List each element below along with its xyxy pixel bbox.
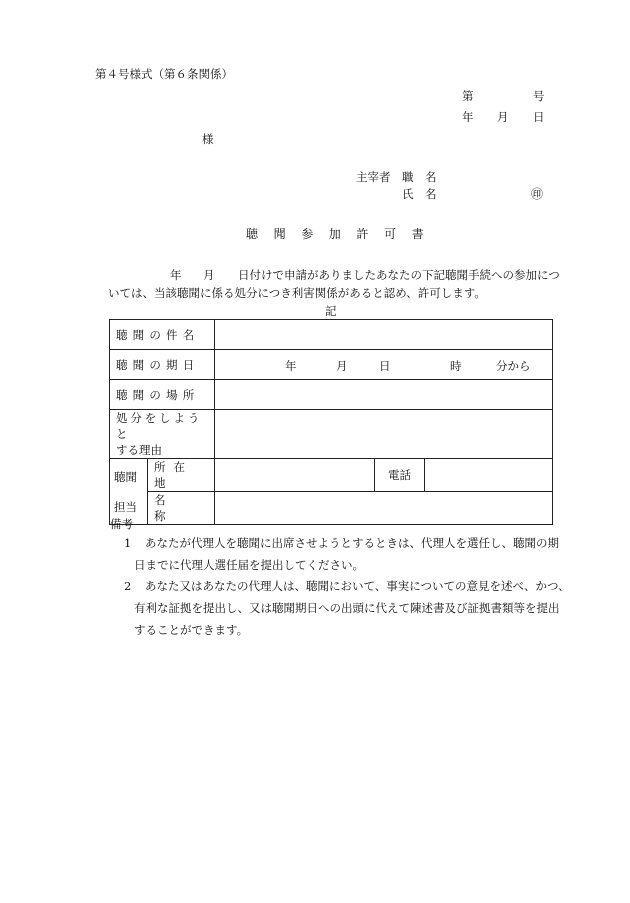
case-name-label-text: 聴聞の件名 — [116, 327, 200, 342]
note-number: 1 — [124, 536, 132, 550]
doc-number-suffix: 号 — [533, 89, 545, 103]
note-line: あなた又はあなたの代理人は、聴聞において、事実についての意見を述べ、かつ、 — [145, 579, 570, 593]
issuer-role: 主宰者 — [356, 170, 391, 184]
hearing-date-label — [110, 350, 215, 380]
hearing-place-value[interactable] — [215, 380, 553, 410]
reason-label-line-2: する理由 — [116, 443, 162, 457]
hearing-place-label — [110, 380, 215, 410]
notes-heading: 備考 — [110, 517, 133, 531]
note-number: 2 — [124, 579, 132, 593]
issue-date-month: 月 — [497, 110, 509, 124]
address-label-text: 所在地 — [154, 460, 194, 490]
table-row — [110, 320, 553, 350]
org-name-value[interactable] — [215, 492, 553, 525]
handler-label-line-1: 聴聞 — [114, 469, 137, 484]
doc-number-prefix: 第 — [462, 89, 474, 103]
hearing-day: 日 — [379, 359, 391, 373]
table-row — [110, 459, 553, 492]
case-name-value[interactable] — [215, 320, 553, 350]
hearing-year: 年 — [285, 359, 297, 373]
note-line: あなたが代理人を聴聞に出席させようとするときは、代理人を選任し、聴聞の期 — [145, 536, 559, 550]
address-label — [148, 459, 215, 492]
table-row — [110, 350, 553, 380]
reason-label-line-1: 処分をしようと — [116, 411, 203, 441]
note-line: 有利な証拠を提出し、又は聴聞期日への出頭に代えて陳述書及び証拠書類等を提出 — [134, 601, 560, 615]
phone-label — [375, 459, 425, 492]
addressee-suffix: 様 — [202, 132, 214, 146]
body-year: 年 — [170, 268, 182, 282]
table-row — [110, 492, 553, 525]
form-number: 第４号様式（第６条関係） — [95, 67, 233, 81]
handler-label-line-2: 担当 — [114, 499, 137, 514]
hearing-place-label-text: 聴聞の場所 — [116, 387, 200, 402]
table-row — [110, 380, 553, 410]
table-row — [110, 410, 553, 459]
reason-value[interactable] — [215, 410, 553, 459]
hearing-details-table — [109, 319, 553, 525]
phone-label-text: 電話 — [388, 468, 411, 482]
phone-value[interactable] — [425, 459, 553, 492]
body-line-2: いては、当該聴聞に係る処分につき利害関係があると認め、許可します。 — [108, 286, 486, 300]
issuer-name-label: 氏 名 — [402, 187, 437, 201]
hearing-date-value[interactable] — [215, 350, 553, 380]
body-line-1: 日付けで申請がありましたあなたの下記聴聞手続への参加につ — [238, 268, 560, 282]
handler-label — [110, 459, 148, 525]
hearing-minute: 分から — [496, 359, 531, 373]
body-month: 月 — [203, 268, 215, 282]
case-name-label — [110, 320, 215, 350]
issuer-title-label: 職 名 — [402, 170, 437, 184]
seal-mark: ㊞ — [531, 187, 544, 201]
issue-date-year: 年 — [462, 110, 474, 124]
org-name-label-text: 名 称 — [154, 493, 191, 523]
hearing-hour: 時 — [450, 359, 462, 373]
document-title: 聴聞参加許可書 — [246, 227, 440, 241]
address-value[interactable] — [215, 459, 375, 492]
hearing-month: 月 — [336, 359, 348, 373]
ki-heading: 記 — [325, 304, 337, 318]
hearing-date-label-text: 聴聞の期日 — [116, 357, 200, 372]
org-name-label — [148, 492, 215, 525]
note-line: することができます。 — [134, 623, 249, 637]
note-line: 日までに代理人選任届を提出してください。 — [134, 558, 364, 572]
issue-date-day: 日 — [533, 110, 545, 124]
reason-label — [110, 410, 215, 459]
